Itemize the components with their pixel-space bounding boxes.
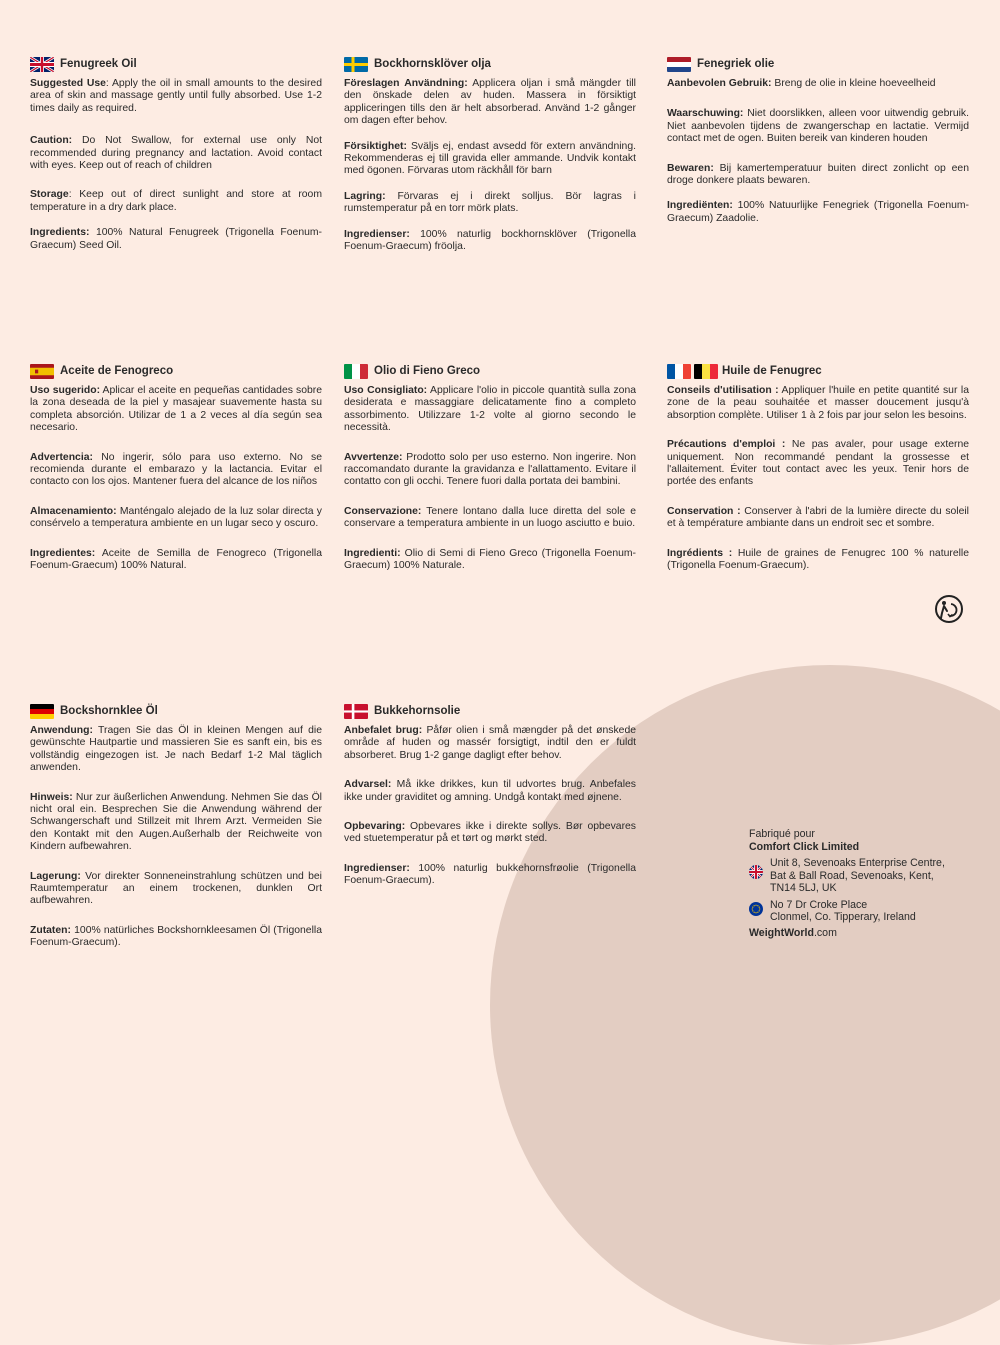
section-spanish xyxy=(30,361,322,585)
paragraph-ingredients: Ingrédients : Huile de graines de Fenugrec 100 % naturelle (Trigonella Foenum-Graecum). xyxy=(667,547,969,572)
section-title: Bockshornklee Öl xyxy=(60,704,158,717)
paragraph-usage: Uso sugerido: Aplicar el aceite en pequeñas cantidades sobre la zona deseada de la piel y masajear suavemente hasta su completa absorción. Utilizar de 1 a 2 veces al día según sea necesario. xyxy=(30,385,322,434)
paragraph-caution: Précautions d'emploi : Ne pas avaler, pour usage externe uniquement. Non recommandé pendant la grossesse et l'allaitement. Éviter tout contact avec les yeux. Tenir hors de portée des enfants xyxy=(667,439,969,488)
paragraph-ingredients: Zutaten: 100% natürliches Bockshornkleesamen Öl (Trigonella Foenum-Graecum). xyxy=(30,924,322,949)
paragraph-ingredients: Ingrediënten: 100% Natuurlijke Fenegriek (Trigonella Foenum-Graecum) Zaadolie. xyxy=(667,200,969,224)
paragraph-ingredients: Ingredienser: 100% naturlig bukkehornsfrøolie (Trigonella Foenum-Graecum). xyxy=(344,862,636,887)
paragraph-usage: Conseils d'utilisation : Appliquer l'huile en petite quantité sur la zone de la peau souhaitée et masser doucement jusqu'à absorption complète. Utiliser 1 à 2 fois par jour selon les besoins. xyxy=(667,385,969,421)
website-link[interactable]: WeightWorld.com xyxy=(749,926,837,939)
section-title: Bukkehornsolie xyxy=(374,704,461,717)
eu-address: No 7 Dr Croke Place Clonmel, Co. Tipperary, Ireland xyxy=(770,898,916,923)
paragraph-usage: Föreslagen Användning: Applicera oljan i små mängder till den önskade delen av huden. Massera in försiktigt appliceringen tills den är helt absorberad. Använd 1-2 gånger om dagen efter behov. xyxy=(344,78,636,127)
paragraph-storage: Opbevaring: Opbevares ikke i direkte sollys. Bør opbevares ved stuetemperatur på et tørt og mørkt sted. xyxy=(344,821,636,845)
eu-flag-icon xyxy=(749,902,763,916)
section-italian xyxy=(344,361,636,585)
paragraph-caution: Hinweis: Nur zur äußerlichen Anwendung. Nehmen Sie das Öl nicht oral ein. Besprechen Sie die Anwendung während der Schwangerschaft und Stillzeit mit Ihrem Arzt. Vermeiden Sie den Kontakt mit den Augen.Außerhalb der Reichweite von Kindern aufbewahren. xyxy=(30,791,322,853)
section-german xyxy=(30,701,322,963)
section-title: Bockhornsklöver olja xyxy=(374,57,491,70)
spain-flag-icon xyxy=(30,364,54,379)
paragraph-usage: Anbefalet brug: Påfør olien i små mængder på det ønskede område af huden og massér forsigtigt, indtil den er fuldt absorberet. Brug 1-2 gange dagligt efter behov. xyxy=(344,725,636,761)
netherlands-flag-icon xyxy=(667,57,691,72)
manufacturer-footer xyxy=(749,828,979,939)
uk-address-row xyxy=(749,857,979,895)
section-french xyxy=(667,361,969,585)
paragraph-caution: Caution: Do Not Swallow, for external use only Not recommended during pregnancy and lactation. Avoid contact with eyes. Keep out of reach of children xyxy=(30,135,322,172)
belgium-flag-icon xyxy=(694,364,718,379)
paragraph-storage: Conservazione: Tenere lontano dalla luce diretta del sole e conservare a temperatura ambiente in un luogo asciutto e buio. xyxy=(344,505,636,530)
section-title: Aceite de Fenogreco xyxy=(60,364,174,377)
paragraph-usage: Suggested Use: Apply the oil in small amounts to the desired area of skin and massage gently until fully absorbed. Use 1-2 times daily as required. xyxy=(30,78,322,114)
uk-flag-icon xyxy=(749,865,763,879)
denmark-flag-icon xyxy=(344,704,368,719)
paragraph-caution: Avvertenze: Prodotto solo per uso esterno. Non ingerire. Non raccomandato durante la gravidanza e l'allattamento. Evitare il contatto con gli occhi. Tenere fuori dalla portata dei bambini. xyxy=(344,451,636,488)
paragraph-caution: Advarsel: Må ikke drikkes, kun til udvortes brug. Anbefales ikke under graviditet og amning. Undgå kontakt med øjnene. xyxy=(344,779,636,803)
section-dutch xyxy=(667,54,969,238)
section-danish xyxy=(344,701,636,901)
paragraph-storage: Lagerung: Vor direkter Sonneneinstrahlung schützen und bei Raumtemperatur an einem trockenen, dunklen Ort aufbewahren. xyxy=(30,870,322,907)
section-title: Olio di Fieno Greco xyxy=(374,364,481,377)
france-flag-icon xyxy=(667,364,691,379)
section-title: Fenegriek olie xyxy=(697,57,775,70)
germany-flag-icon xyxy=(30,704,54,719)
paragraph-caution: Försiktighet: Sväljs ej, endast avsedd för extern användning. Rekommenderas ej till gravida eller ammande. Undvik kontakt med ögonen. Förvaras utom räckhåll för barn xyxy=(344,140,636,177)
paragraph-usage: Uso Consigliato: Applicare l'olio in piccole quantità sulla zona desiderata e massaggiare delicatamente fino a completo assorbimento. Utilizzare 1-2 volte al giorno secondo le necessità. xyxy=(344,385,636,434)
section-english xyxy=(30,54,322,265)
uk-address: Unit 8, Sevenoaks Enterprise Centre, Bat & Ball Road, Sevenoaks, Kent, TN14 5LJ, UK xyxy=(770,857,945,894)
paragraph-storage: Storage: Keep out of direct sunlight and store at room temperature in a dry dark place. xyxy=(30,189,322,213)
paragraph-ingredients: Ingredientes: Aceite de Semilla de Fenogreco (Trigonella Foenum-Graecum) 100% Natural. xyxy=(30,547,322,572)
made-for-label: Fabriqué pour xyxy=(749,828,815,840)
paragraph-usage: Anwendung: Tragen Sie das Öl in kleinen Mengen auf die gewünschte Hautpartie und massieren Sie es sanft ein, bis es vollständig eingezogen ist. Je nach Bedarf 1-2 Mal täglich anwenden. xyxy=(30,725,322,774)
italy-flag-icon xyxy=(344,364,368,379)
paragraph-caution: Waarschuwing: Niet doorslikken, alleen voor uitwendig gebruik. Niet aanbevolen tijdens de zwangerschap en lactatie. Vermijd contact met de ogen. Buiten bereik van kinderen houden xyxy=(667,108,969,145)
section-swedish xyxy=(344,54,636,266)
company-name: Comfort Click Limited xyxy=(749,840,860,853)
paragraph-ingredients: Ingredienti: Olio di Semi di Fieno Greco (Trigonella Foenum-Graecum) 100% Naturale. xyxy=(344,547,636,572)
sweden-flag-icon xyxy=(344,57,368,72)
paragraph-ingredients: Ingredients: 100% Natural Fenugreek (Trigonella Foenum-Graecum) Seed Oil. xyxy=(30,227,322,251)
paragraph-ingredients: Ingredienser: 100% naturlig bockhornsklöver (Trigonella Foenum-Graecum) fröolja. xyxy=(344,228,636,253)
paragraph-caution: Advertencia: No ingerir, sólo para uso externo. No se recomienda durante el embarazo y la lactancia. Evitar el contacto con los ojos. Mantener fuera del alcance de los niños xyxy=(30,451,322,488)
paragraph-storage: Almacenamiento: Manténgalo alejado de la luz solar directa y consérvelo a temperatura ambiente en un lugar seco y oscuro. xyxy=(30,505,322,530)
eu-address-row xyxy=(749,899,979,924)
uk-flag-icon xyxy=(30,57,54,72)
section-title: Huile de Fenugrec xyxy=(722,364,822,377)
paragraph-usage: Aanbevolen Gebruik: Breng de olie in kleine hoeveelheid xyxy=(667,78,936,89)
paragraph-storage: Lagring: Förvaras ej i direkt solljus. Bör lagras i rumstemperatur på en torr mörk plats. xyxy=(344,190,636,215)
paragraph-storage: Bewaren: Bij kamertemperatuur buiten direct zonlicht op een droge donkere plaats bewaren. xyxy=(667,162,969,187)
triman-recycle-icon xyxy=(934,594,964,624)
section-title: Fenugreek Oil xyxy=(60,57,137,70)
paragraph-storage: Conservation : Conserver à l'abri de la lumière directe du soleil et à température ambiante dans un endroit sec et sombre. xyxy=(667,505,969,530)
